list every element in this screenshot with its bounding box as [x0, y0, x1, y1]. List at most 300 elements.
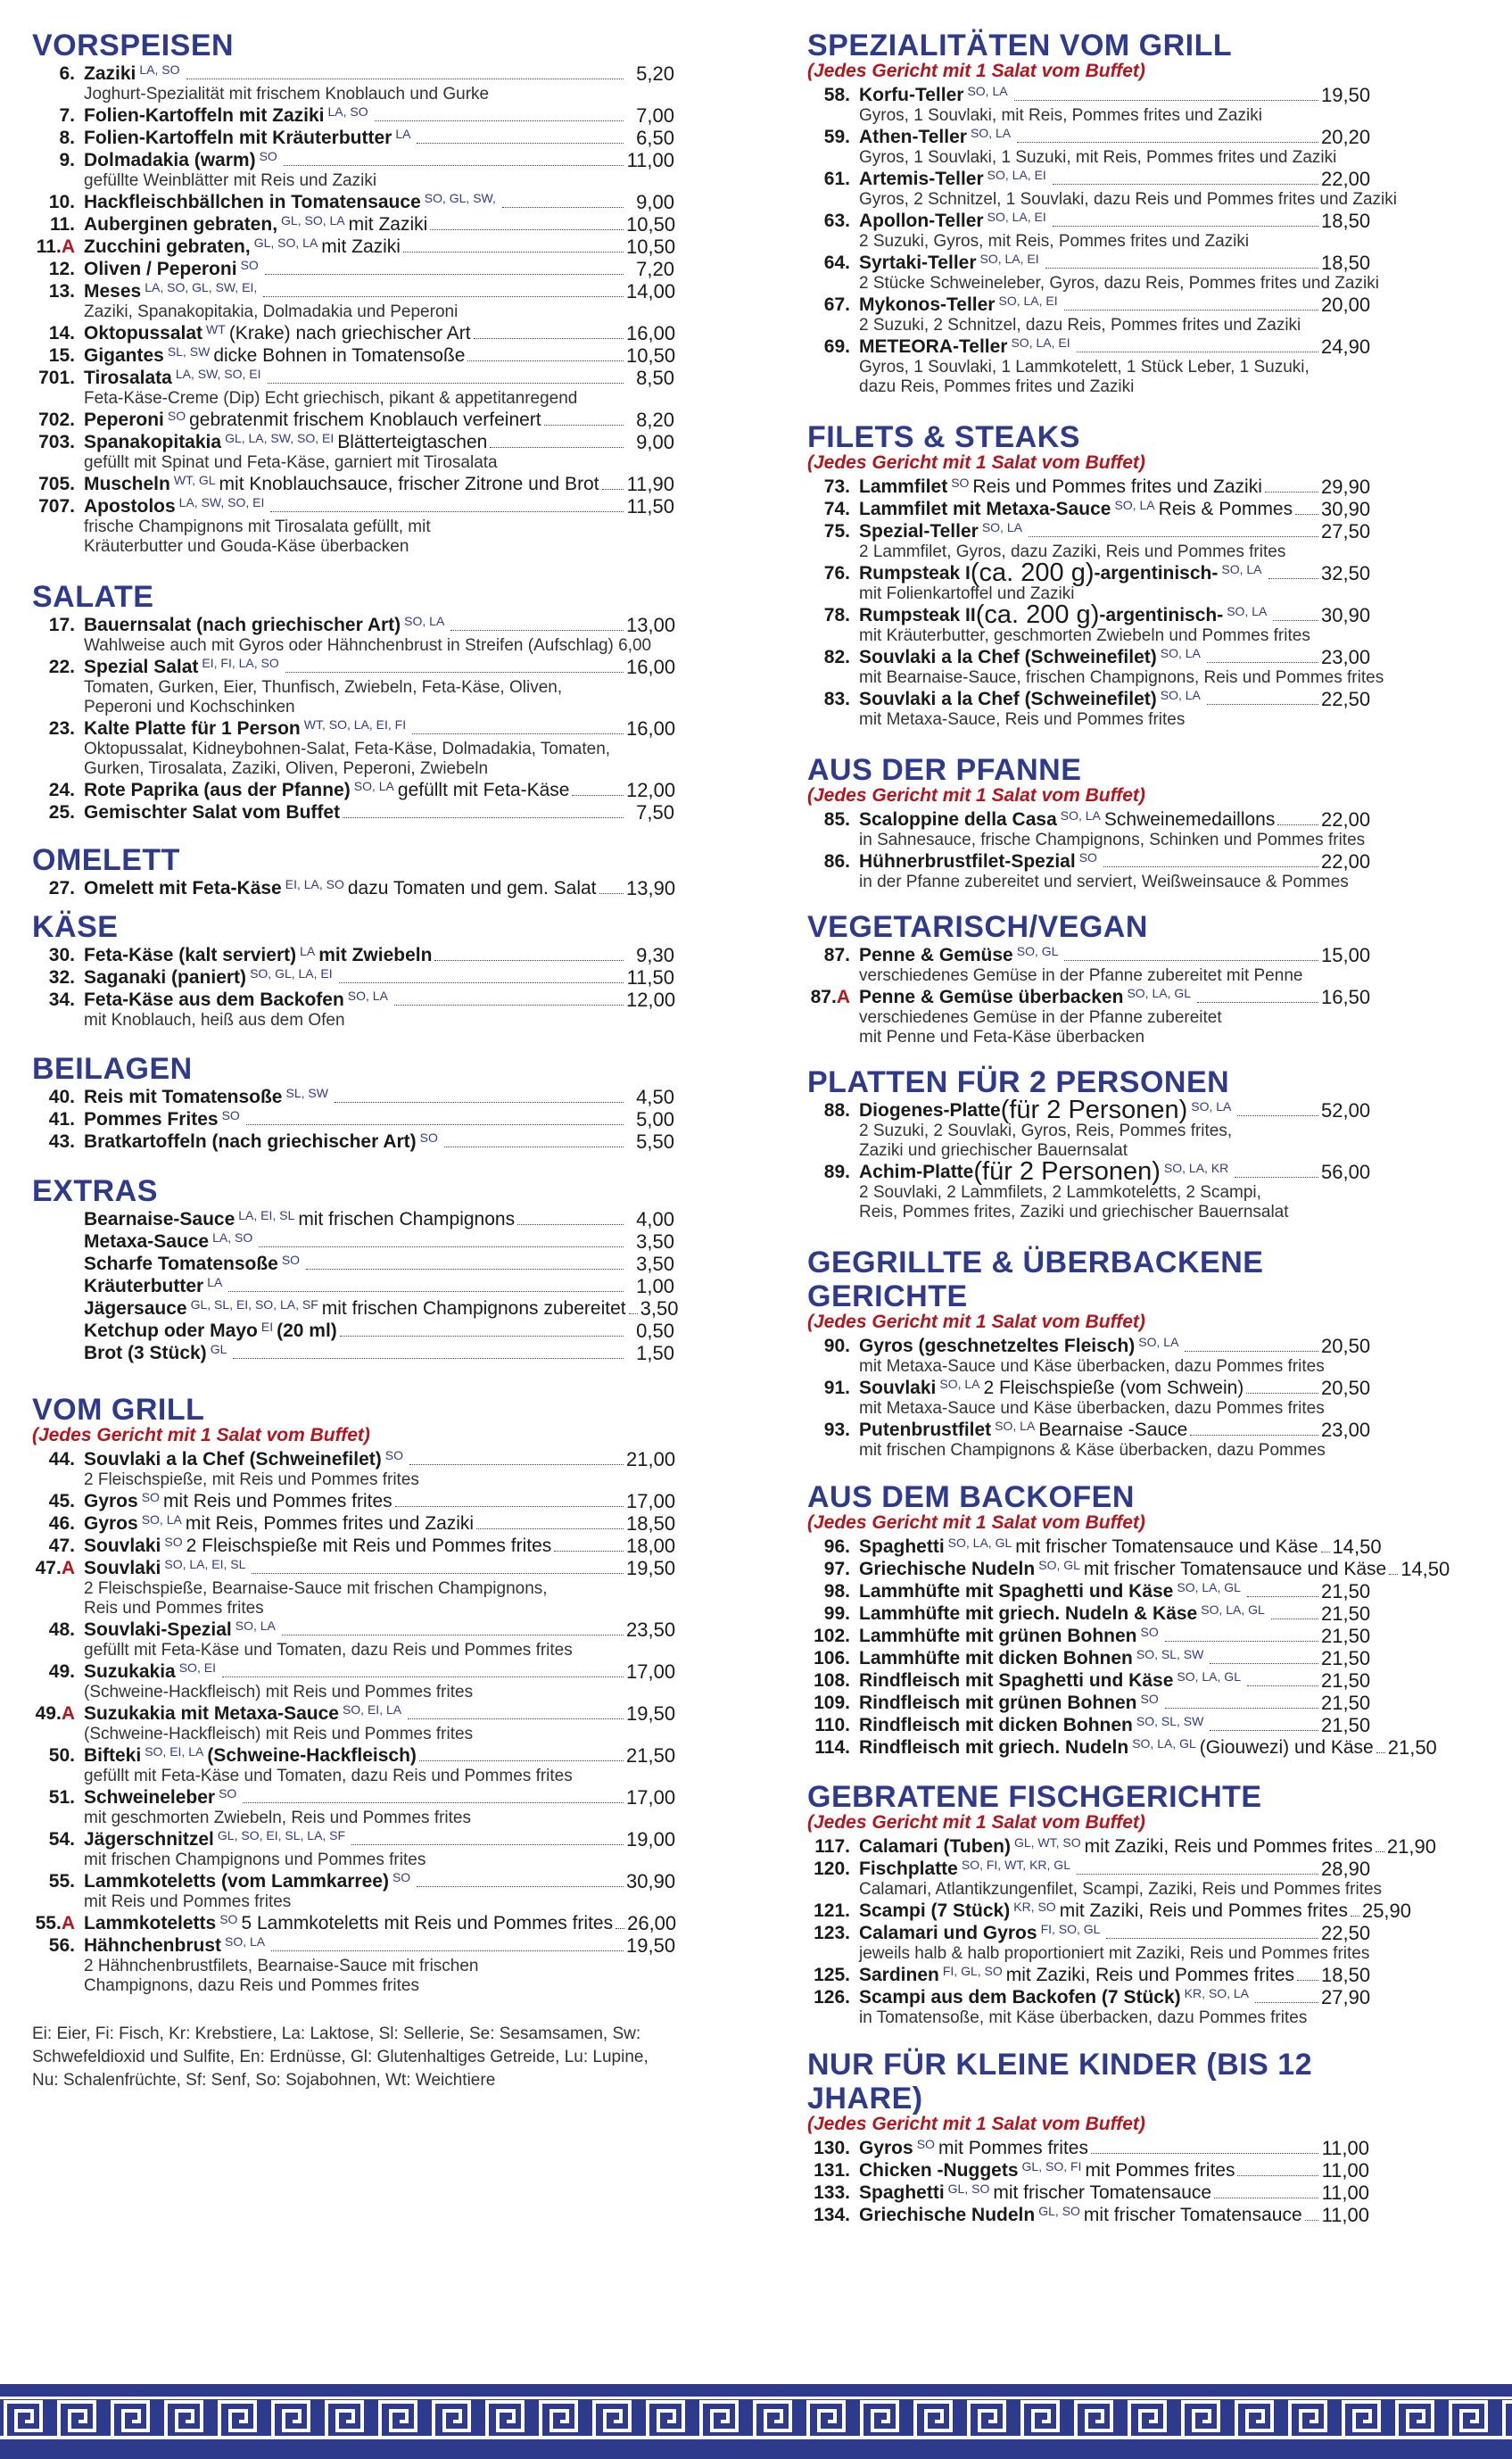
menu-item	[807, 294, 1369, 335]
item-description: 2 Suzuki, 2 Souvlaki, Gyros, Reis, Pommes frites,	[859, 1122, 1233, 1140]
item-name: Folien-Kartoffeln mit Kräuterbutter	[84, 128, 392, 148]
allergen-codes: SO, GL, LA, EI	[250, 966, 333, 981]
item-name: Apostolos	[84, 496, 176, 517]
menu-item-line	[859, 210, 1369, 232]
item-name: Lammhüfte mit dicken Bohnen	[859, 1648, 1133, 1668]
dot-leader	[243, 1802, 624, 1803]
item-price: 18,50	[1321, 1964, 1371, 1986]
menu-item	[32, 1828, 674, 1870]
section-title: GEBRATENE FISCHGERICHTE	[807, 1780, 1262, 1814]
menu-item-line	[859, 1900, 1412, 1922]
item-description: mit Bearnaise-Sauce, frischen Champignons, Reis und Pommes frites	[859, 668, 1384, 687]
item-number-suffix: A	[61, 1558, 75, 1578]
item-description: Peperoni und Kochschinken	[84, 698, 295, 716]
menu-item	[807, 1335, 1369, 1377]
menu-item-line	[859, 168, 1369, 190]
item-name-suffix: -argentinisch-	[1099, 605, 1224, 625]
item-description: Gyros, 1 Souvlaki, 1 Suzuki, mit Reis, Pommes frites und Zaziki	[859, 148, 1337, 167]
item-number	[807, 168, 850, 190]
allergen-codes: EI, LA, SO	[285, 877, 344, 891]
item-number-value: 701.	[38, 368, 75, 388]
item-price: 7,00	[636, 104, 674, 127]
item-number-value: 48.	[48, 1619, 75, 1640]
dot-leader	[1210, 1730, 1318, 1731]
allergen-codes: SO, LA, KR	[1163, 1161, 1229, 1175]
item-number-value: 707.	[38, 496, 75, 517]
menu-item	[807, 476, 1369, 498]
item-number	[807, 850, 850, 873]
item-description: in Tomatensoße, mit Käse überbacken, dazu Pommes frites	[859, 2008, 1308, 2027]
menu-item	[32, 367, 674, 409]
dot-leader	[228, 1291, 624, 1292]
item-price: 16,50	[1321, 986, 1371, 1008]
item-price: 17,00	[626, 1786, 676, 1809]
allergen-codes: WT, SO, LA, EI, FI	[303, 717, 407, 732]
item-name: Penne & Gemüse	[859, 945, 1013, 965]
item-number-value: 117.	[814, 1836, 850, 1857]
item-description: mit Metaxa-Sauce und Käse überbacken, dazu Pommes frites	[859, 1357, 1325, 1376]
item-number-value: 67.	[823, 294, 850, 315]
item-number-value: 43.	[48, 1131, 75, 1152]
item-number-value: 47.	[35, 1558, 62, 1578]
item-number	[807, 1377, 850, 1399]
section-title: SPEZIALITÄTEN VOM GRILL	[807, 29, 1233, 62]
item-name: Muscheln	[84, 474, 170, 494]
menu-item-line	[84, 149, 674, 171]
menu-item-line	[84, 344, 674, 367]
item-name: Kräuterbutter	[84, 1276, 204, 1296]
item-name: Lammhüfte mit grünen Bohnen	[859, 1626, 1137, 1646]
menu-item-line	[859, 520, 1369, 542]
greek-key-segment	[535, 2402, 589, 2438]
allergen-codes: LA, SO, GL, SW, EI,	[145, 280, 258, 294]
menu-item	[807, 335, 1369, 397]
menu-item-line	[859, 126, 1369, 148]
item-price: 21,50	[1321, 1714, 1371, 1736]
item-number	[32, 944, 75, 966]
item-number	[32, 1870, 75, 1892]
allergen-codes: SO, LA	[1060, 808, 1101, 823]
dot-leader	[1014, 100, 1318, 101]
menu-section-aus-der-pfanne	[807, 753, 1369, 892]
allergen-codes: SO	[240, 258, 259, 272]
item-note: 2 Fleischspieße (vom Schwein)	[983, 1378, 1244, 1398]
menu-item	[807, 1835, 1436, 1858]
menu-item	[32, 1535, 674, 1557]
menu-item	[32, 1512, 674, 1535]
menu-item-line	[859, 2137, 1369, 2159]
item-price: 3,50	[640, 1297, 679, 1320]
item-note: mit frischen Champignons zubereitet	[321, 1298, 626, 1319]
item-name: METEORA-Teller	[859, 336, 1008, 357]
item-name: Bauernsalat (nach griechischer Art)	[84, 615, 401, 635]
item-number	[807, 1736, 850, 1759]
allergen-codes: SO	[916, 2137, 935, 2151]
item-description: Feta-Käse-Creme (Dip) Echt griechisch, pikant & appetitanregend	[84, 389, 578, 408]
item-number-value: 40.	[48, 1087, 75, 1107]
menu-item-line	[84, 104, 674, 127]
item-number-value: 55.	[35, 1913, 62, 1933]
allergen-codes: SO, LA	[1227, 604, 1268, 618]
dot-leader	[544, 425, 624, 426]
item-price: 9,00	[636, 191, 674, 213]
item-price: 7,50	[636, 801, 674, 824]
greek-key-segment	[1124, 2402, 1177, 2438]
menu-item-line	[84, 989, 674, 1011]
item-price: 7,20	[636, 258, 674, 280]
menu-item	[32, 717, 674, 779]
menu-item-line	[84, 1342, 674, 1364]
section-title: SALATE	[32, 580, 154, 614]
item-number-value: 78.	[823, 605, 850, 625]
item-name: Reis mit Tomatensoße	[84, 1087, 283, 1107]
item-number	[32, 801, 75, 824]
menu-item-line	[859, 1858, 1369, 1880]
item-portion: (ca. 200 g)	[970, 559, 1095, 587]
item-number	[807, 1835, 850, 1858]
allergen-codes: SO, LA	[141, 1512, 182, 1527]
menu-item	[807, 1602, 1369, 1625]
item-price: 3,50	[636, 1253, 674, 1275]
item-number-value: 55.	[48, 1871, 75, 1892]
item-number	[32, 127, 75, 149]
item-price: 11,50	[626, 966, 674, 989]
dot-leader	[1029, 536, 1318, 537]
menu-item-line	[84, 1912, 677, 1934]
item-number	[32, 62, 75, 85]
item-price: 11,00	[1321, 2204, 1369, 2226]
item-price: 21,00	[626, 1448, 676, 1470]
item-price: 13,00	[626, 614, 676, 636]
item-note: mit Knoblauchsauce, frischer Zitrone und Brot	[219, 474, 599, 494]
item-name: Souvlaki-Spezial	[84, 1619, 232, 1640]
item-name: Saganaki (paniert)	[84, 967, 247, 988]
dot-leader	[572, 795, 624, 796]
menu-item	[32, 1448, 674, 1490]
allergen-codes: SO, LA	[1221, 562, 1262, 576]
menu-item-line	[859, 1922, 1369, 1944]
item-number	[807, 294, 850, 316]
item-price: 17,00	[626, 1490, 676, 1512]
item-price: 22,00	[1321, 168, 1371, 190]
item-price: 11,50	[626, 495, 674, 517]
item-note: mit Zaziki	[321, 236, 401, 257]
item-name: Feta-Käse (kalt serviert)	[84, 945, 297, 965]
item-description: Champignons, dazu Reis und Pommes frites	[84, 1976, 419, 1995]
item-note-bold: (20 ml)	[277, 1321, 337, 1341]
item-description: (Schweine-Hackfleisch) mit Reis und Pommes frites	[84, 1683, 474, 1701]
item-number	[807, 1580, 850, 1602]
item-number	[32, 1086, 75, 1108]
menu-item-line	[859, 498, 1369, 520]
item-number-value: 91.	[823, 1378, 850, 1398]
item-name: Oliven / Peperoni	[84, 259, 237, 279]
item-price: 27,50	[1321, 520, 1371, 542]
menu-item-line	[84, 1702, 674, 1725]
dot-leader	[490, 447, 624, 448]
item-name: Rote Paprika (aus der Pfanne)	[84, 780, 351, 800]
item-number-value: 6.	[59, 63, 75, 84]
menu-item-line	[859, 600, 1371, 629]
dot-leader	[476, 1528, 624, 1529]
item-price: 20,00	[1321, 294, 1371, 316]
menu-item-line	[84, 1108, 674, 1130]
menu-item-line	[859, 1157, 1371, 1186]
item-name: Gigantes	[84, 345, 164, 366]
section-title: FILETS & STEAKS	[807, 420, 1080, 454]
item-number-value: 93.	[823, 1420, 850, 1440]
item-price: 22,50	[1321, 1922, 1371, 1944]
item-price: 21,50	[1321, 1692, 1371, 1714]
item-number-value: 109.	[814, 1693, 850, 1713]
item-price: 17,00	[626, 1660, 676, 1683]
allergen-legend: Ei: Eier, Fi: Fisch, Kr: Krebstiere, La: Laktose, Sl: Sellerie, Se: Sesamsamen, Sw: Schwefeldioxid und Sulfite, En: Erdnüsse, Gl: Glutenhaltiges Getreide, Lu: Lupine, Nu: Schalenfrüchte, Sf: Senf, So: Sojabohnen, Wt: Weichtiere	[32, 2024, 649, 2090]
menu-item-line	[84, 213, 674, 236]
item-number	[807, 1161, 850, 1183]
item-description: 2 Fleischspieße, Bearnaise-Sauce mit frischen Champignons,	[84, 1579, 548, 1598]
item-number-value: 88.	[823, 1100, 850, 1121]
menu-item	[32, 1253, 674, 1275]
item-price: 28,90	[1321, 1858, 1371, 1880]
menu-section-platten-f-r-2-personen	[807, 1065, 1369, 1222]
item-name: Sardinen	[859, 1965, 939, 1985]
item-price: 12,00	[626, 989, 676, 1011]
dot-leader	[284, 165, 624, 166]
item-name: Scampi aus dem Backofen (7 Stück)	[859, 1987, 1181, 2008]
menu-item	[32, 104, 674, 127]
item-number-suffix: A	[61, 1913, 75, 1933]
item-note: dicke Bohnen in Tomatensoße	[213, 345, 466, 366]
menu-item-line	[84, 1660, 674, 1683]
menu-item	[807, 1377, 1369, 1419]
menu-section-gebratene-fischgerichte	[807, 1780, 1436, 2028]
allergen-codes: LA, EI, SL	[238, 1208, 295, 1222]
item-name: Souvlaki a la Chef (Schweinefilet)	[859, 689, 1157, 709]
menu-item	[32, 1912, 677, 1934]
item-number-value: 75.	[823, 521, 850, 542]
menu-item-line	[84, 1557, 674, 1579]
item-description: Gyros, 1 Souvlaki, 1 Lammkotelett, 1 Stück Leber, 1 Suzuki,	[859, 358, 1310, 377]
item-description: mit frischen Champignons & Käse überbacken, dazu Pommes	[859, 1441, 1326, 1460]
menu-item-line	[84, 236, 674, 258]
item-number-suffix: A	[61, 1703, 75, 1724]
item-price: 14,00	[626, 280, 676, 302]
item-note: mit Zaziki, Reis und Pommes frites	[1059, 1900, 1348, 1921]
item-name: Bifteki	[84, 1745, 142, 1766]
item-description: Gyros, 1 Souvlaki, mit Reis, Pommes frites und Zaziki	[859, 106, 1262, 125]
item-name: Rumpsteak I	[859, 563, 971, 584]
allergen-codes: SO	[1140, 1692, 1159, 1706]
item-price: 18,50	[1321, 252, 1371, 274]
allergen-codes: SO, LA	[347, 989, 388, 1003]
item-name: Scampi (7 Stück)	[859, 1900, 1011, 1921]
item-note: Blätterteigtaschen	[337, 432, 488, 452]
item-number-value: 64.	[823, 253, 850, 273]
menu-item-line	[859, 1964, 1369, 1986]
menu-item	[807, 646, 1384, 688]
allergen-codes: SO, LA	[1160, 688, 1201, 702]
item-name: Syrtaki-Teller	[859, 253, 977, 273]
dot-leader	[1237, 2175, 1318, 2176]
item-name: Griechische Nudeln	[859, 1559, 1036, 1579]
allergen-codes: SO	[219, 1912, 238, 1926]
item-name: Scaloppine della Casa	[859, 809, 1057, 830]
item-name: Spaghetti	[859, 2182, 945, 2203]
dot-leader	[395, 1506, 624, 1507]
item-name: Folien-Kartoffeln mit Zaziki	[84, 105, 325, 126]
dot-leader	[1207, 662, 1318, 663]
dot-leader	[1210, 1663, 1318, 1664]
greek-key-segment	[749, 2402, 803, 2438]
menu-item	[32, 344, 674, 367]
item-price: 21,50	[1321, 1602, 1371, 1625]
greek-key-segment	[963, 2402, 1017, 2438]
item-number-value: 120.	[814, 1859, 850, 1879]
dot-leader	[1247, 1596, 1318, 1597]
menu-item-line	[84, 367, 674, 389]
dot-leader	[1165, 1708, 1318, 1709]
allergen-codes: SO, LA, GL	[947, 1536, 1012, 1550]
item-price: 26,00	[627, 1912, 677, 1934]
greek-key-segment	[1017, 2402, 1070, 2438]
item-number-value: 32.	[48, 967, 75, 988]
item-description: gefüllt mit Feta-Käse und Tomaten, dazu Reis und Pommes frites	[84, 1641, 573, 1660]
item-number	[807, 335, 850, 358]
item-description: gefüllte Weinblätter mit Reis und Zaziki	[84, 171, 377, 190]
greek-key-segment	[642, 2402, 696, 2438]
item-name: Korfu-Teller	[859, 85, 964, 105]
menu-item	[32, 495, 674, 557]
item-number	[807, 1602, 850, 1625]
section-subtitle: (Jedes Gericht mit 1 Salat vom Buffet)	[807, 1812, 1145, 1833]
dot-leader	[271, 1950, 624, 1951]
item-price: 11,00	[1321, 2182, 1369, 2204]
menu-item	[32, 280, 674, 322]
item-name: Gyros	[859, 2138, 913, 2158]
item-number-value: 705.	[38, 474, 75, 494]
item-number-value: 702.	[38, 410, 75, 430]
item-description: mit Penne und Feta-Käse überbacken	[859, 1028, 1145, 1047]
menu-item	[807, 986, 1369, 1047]
menu-item	[32, 1320, 674, 1342]
item-price: 18,00	[626, 1535, 676, 1557]
item-price: 5,00	[636, 1108, 674, 1130]
allergen-codes: SO, LA	[1138, 1335, 1179, 1349]
item-number	[807, 688, 850, 710]
item-number	[32, 1557, 75, 1579]
dot-leader	[335, 1102, 624, 1103]
item-price: 20,50	[1321, 1335, 1371, 1357]
item-price: 23,50	[626, 1619, 676, 1641]
item-note: mit frischer Tomatensauce	[993, 2182, 1212, 2203]
item-name: Souvlaki	[84, 1558, 161, 1578]
dot-leader	[1376, 1851, 1384, 1852]
greek-key-segment	[1338, 2402, 1392, 2438]
allergen-codes: SO	[219, 1786, 237, 1801]
item-note: gebraten	[189, 410, 263, 430]
menu-item-line	[859, 252, 1369, 274]
item-number	[32, 717, 75, 740]
item-description: in Sahnesauce, frische Champignons, Schinken und Pommes frites	[859, 831, 1366, 849]
menu-item	[32, 1108, 674, 1130]
menu-item	[32, 801, 674, 824]
item-name: Dolmadakia (warm)	[84, 150, 256, 170]
item-number-value: 89.	[823, 1162, 850, 1182]
menu-item-line	[859, 1419, 1369, 1441]
item-number	[32, 191, 75, 213]
greek-key-segment	[910, 2402, 963, 2438]
menu-item-line	[84, 944, 674, 966]
item-number-value: 24.	[48, 780, 75, 800]
section-title: VOM GRILL	[32, 1393, 205, 1427]
allergen-codes: FI, SO, GL	[1040, 1922, 1101, 1936]
menu-item-line	[84, 1448, 674, 1470]
greek-key-segment	[268, 2402, 321, 2438]
item-name: Suzukakia	[84, 1661, 176, 1682]
border-line-top	[0, 2397, 1512, 2399]
greek-key-segment	[321, 2402, 375, 2438]
item-price: 52,00	[1321, 1099, 1371, 1122]
item-price: 21,50	[1387, 1736, 1437, 1759]
allergen-codes: SO, LA	[1160, 646, 1201, 660]
menu-item-line	[859, 1377, 1369, 1399]
menu-item	[807, 1647, 1369, 1669]
allergen-codes: SO, LA, EI	[1011, 335, 1070, 350]
item-price: 21,90	[1386, 1835, 1436, 1858]
item-name: Gemischter Salat vom Buffet	[84, 802, 341, 823]
item-name: Omelett mit Feta-Käse	[84, 878, 282, 898]
item-portion: (für 2 Personen)	[973, 1157, 1161, 1186]
allergen-codes: GL	[210, 1342, 227, 1356]
allergen-codes: LA	[207, 1275, 223, 1289]
menu-item-line	[84, 1275, 674, 1297]
item-name: Zaziki	[84, 63, 136, 84]
dot-leader	[1165, 1641, 1318, 1642]
menu-item-line	[859, 1835, 1436, 1858]
item-number	[807, 2159, 850, 2182]
allergen-codes: SO, LA, EI	[998, 294, 1058, 308]
section-subtitle: (Jedes Gericht mit 1 Salat vom Buffet)	[807, 785, 1145, 806]
section-subtitle: (Jedes Gericht mit 1 Salat vom Buffet)	[807, 452, 1145, 473]
allergen-codes: SO, SL, SW	[1136, 1647, 1204, 1661]
item-description: Tomaten, Gurken, Eier, Thunfisch, Zwiebeln, Feta-Käse, Oliven,	[84, 678, 563, 697]
dot-leader	[417, 1886, 624, 1887]
menu-item	[807, 688, 1369, 730]
menu-item	[807, 559, 1371, 604]
menu-item	[32, 1490, 674, 1512]
item-name: Rindfleisch mit Spaghetti und Käse	[859, 1670, 1174, 1691]
menu-item	[807, 2182, 1369, 2204]
item-description: mit Kräuterbutter, geschmorten Zwiebeln und Pommes frites	[859, 626, 1310, 645]
allergen-codes: SO, LA	[1191, 1099, 1232, 1114]
menu-section-spezialit-ten-vom-grill	[807, 29, 1397, 397]
section-title: BEILAGEN	[32, 1052, 193, 1086]
dot-leader	[1190, 1435, 1318, 1436]
item-name: Penne & Gemüse überbacken	[859, 987, 1124, 1007]
dot-leader	[233, 1358, 624, 1359]
item-price: 9,00	[636, 431, 674, 453]
menu-item	[32, 989, 674, 1031]
item-price: 10,50	[626, 344, 676, 367]
dot-leader	[417, 143, 624, 144]
dot-leader	[1091, 2153, 1318, 2154]
item-number	[807, 808, 850, 831]
item-number-value: 15.	[48, 345, 75, 366]
menu-item	[807, 252, 1379, 294]
item-price: 29,90	[1321, 476, 1371, 498]
item-number	[807, 1922, 850, 1944]
item-price: 10,50	[626, 213, 676, 236]
